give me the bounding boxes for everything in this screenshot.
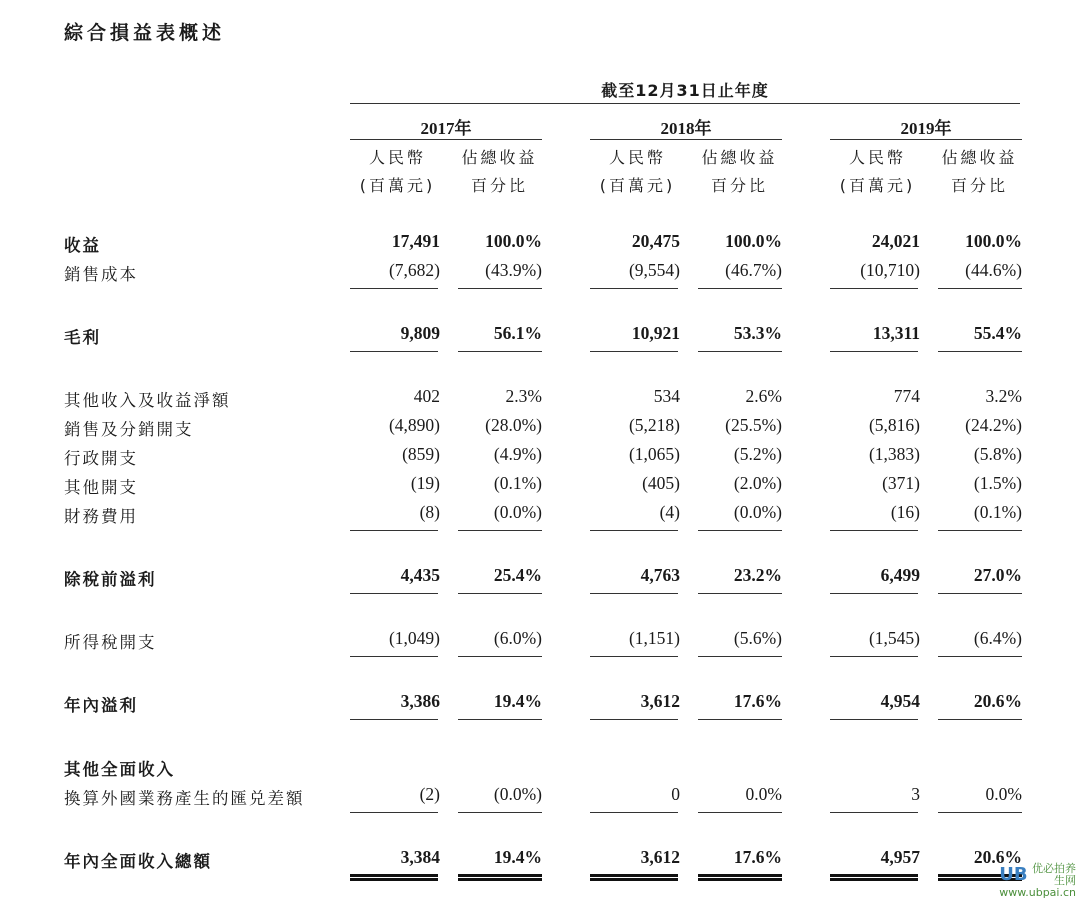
subtotal-rule <box>698 593 782 594</box>
cell-pct: 23.2% <box>733 565 782 585</box>
cell-pct: (44.6%) <box>965 260 1022 280</box>
col-header-rmb-line2: (百萬元) <box>599 176 676 195</box>
cell-pct: (0.0%) <box>493 784 542 804</box>
col-header-pct-line2: 百分比 <box>470 176 528 195</box>
period-header: 截至12月31日止年度 <box>601 81 769 100</box>
col-header-rmb <box>590 144 685 200</box>
cell-pct: 20.6% <box>973 847 1022 867</box>
subtotal-rule <box>350 351 438 352</box>
col-header-rmb-line1: 人民幣 <box>848 148 906 167</box>
cell-rmb: 0 <box>671 784 680 804</box>
col-header-pct-line2: 百分比 <box>950 176 1008 195</box>
subtotal-rule <box>458 719 542 720</box>
cell-pct: (0.0%) <box>493 502 542 522</box>
cell-pct: (0.1%) <box>493 473 542 493</box>
cell-rmb: 774 <box>893 386 920 406</box>
cell-pct: (24.2%) <box>965 415 1022 435</box>
subtotal-rule <box>590 288 678 289</box>
cell-pct: 17.6% <box>733 847 782 867</box>
col-header-pct-line2: 百分比 <box>710 176 768 195</box>
double-underline <box>590 874 678 881</box>
col-header-pct-line1: 佔總收益 <box>701 148 778 167</box>
cell-rmb: (1,065) <box>628 444 680 464</box>
row-label: 毛利 <box>64 328 101 347</box>
cell-pct: (4.9%) <box>493 444 542 464</box>
cell-pct: 100.0% <box>485 231 542 251</box>
cell-pct: 20.6% <box>973 691 1022 711</box>
subtotal-rule <box>830 656 918 657</box>
year-rule <box>350 139 542 140</box>
cell-rmb: 3 <box>911 784 920 804</box>
subtotal-rule <box>938 530 1022 531</box>
cell-pct: 100.0% <box>725 231 782 251</box>
cell-rmb: 10,921 <box>631 323 680 343</box>
subtotal-rule <box>938 719 1022 720</box>
cell-rmb: (859) <box>402 444 440 464</box>
cell-rmb: (4) <box>659 502 680 522</box>
col-header-rmb-line1: 人民幣 <box>608 148 666 167</box>
cell-pct: 2.3% <box>505 386 542 406</box>
subtotal-rule <box>938 656 1022 657</box>
cell-pct: 19.4% <box>493 847 542 867</box>
row-label: 收益 <box>64 236 101 255</box>
cell-pct: 25.4% <box>493 565 542 585</box>
col-header-pct <box>692 144 787 200</box>
subtotal-rule <box>590 656 678 657</box>
cell-pct: 27.0% <box>973 565 1022 585</box>
period-rule <box>350 103 1020 104</box>
cell-rmb: (19) <box>410 473 440 493</box>
subtotal-rule <box>590 530 678 531</box>
cell-rmb: 3,384 <box>400 847 440 867</box>
cell-rmb: 4,763 <box>640 565 680 585</box>
row-label: 其他全面收入 <box>64 760 175 779</box>
subtotal-rule <box>698 812 782 813</box>
cell-rmb: (5,816) <box>868 415 920 435</box>
subtotal-rule <box>938 812 1022 813</box>
row-label: 所得稅開支 <box>64 633 157 652</box>
row-label: 年內全面收入總額 <box>64 852 212 871</box>
cell-rmb: 13,311 <box>872 323 920 343</box>
cell-rmb: 6,499 <box>880 565 920 585</box>
subtotal-rule <box>938 288 1022 289</box>
cell-pct: 17.6% <box>733 691 782 711</box>
cell-pct: (28.0%) <box>485 415 542 435</box>
subtotal-rule <box>698 719 782 720</box>
cell-rmb: 534 <box>653 386 680 406</box>
cell-pct: (5.2%) <box>733 444 782 464</box>
cell-rmb: 3,612 <box>640 691 680 711</box>
double-underline <box>698 874 782 881</box>
cell-pct: 0.0% <box>985 784 1022 804</box>
watermark-logo: UB <box>999 864 1028 885</box>
cell-pct: 3.2% <box>985 386 1022 406</box>
cell-pct: 56.1% <box>493 323 542 343</box>
subtotal-rule <box>350 812 438 813</box>
cell-rmb: (10,710) <box>860 260 920 280</box>
cell-rmb: 4,954 <box>880 691 920 711</box>
cell-pct: 100.0% <box>965 231 1022 251</box>
subtotal-rule <box>590 719 678 720</box>
cell-pct: (6.4%) <box>973 628 1022 648</box>
row-label: 年內溢利 <box>64 696 138 715</box>
col-header-rmb <box>830 144 925 200</box>
year-header-2017: 2017年 <box>420 119 472 138</box>
row-label: 除稅前溢利 <box>64 570 157 589</box>
cell-rmb: 9,809 <box>400 323 440 343</box>
cell-pct: (5.6%) <box>733 628 782 648</box>
subtotal-rule <box>350 719 438 720</box>
subtotal-rule <box>698 288 782 289</box>
col-header-rmb-line2: (百萬元) <box>839 176 916 195</box>
col-header-pct <box>932 144 1027 200</box>
cell-rmb: (2) <box>419 784 440 804</box>
cell-rmb: (1,151) <box>628 628 680 648</box>
subtotal-rule <box>458 812 542 813</box>
cell-pct: 19.4% <box>493 691 542 711</box>
year-header-2019: 2019年 <box>900 119 952 138</box>
cell-pct: (1.5%) <box>973 473 1022 493</box>
row-label: 行政開支 <box>64 449 138 468</box>
cell-pct: 53.3% <box>733 323 782 343</box>
subtotal-rule <box>830 812 918 813</box>
subtotal-rule <box>458 351 542 352</box>
subtotal-rule <box>830 288 918 289</box>
col-header-pct-line1: 佔總收益 <box>941 148 1018 167</box>
cell-pct: (46.7%) <box>725 260 782 280</box>
subtotal-rule <box>590 593 678 594</box>
col-header-pct <box>452 144 547 200</box>
subtotal-rule <box>350 288 438 289</box>
cell-pct: (43.9%) <box>485 260 542 280</box>
year-rule <box>830 139 1022 140</box>
watermark-url: www.ubpai.cn <box>999 886 1076 899</box>
cell-pct: 2.6% <box>745 386 782 406</box>
row-label: 其他開支 <box>64 478 138 497</box>
col-header-rmb <box>350 144 445 200</box>
cell-rmb: (4,890) <box>388 415 440 435</box>
cell-rmb: (1,545) <box>868 628 920 648</box>
subtotal-rule <box>350 593 438 594</box>
cell-pct: (6.0%) <box>493 628 542 648</box>
row-label: 其他收入及收益淨額 <box>64 391 231 410</box>
cell-rmb: 24,021 <box>871 231 920 251</box>
double-underline <box>830 874 918 881</box>
subtotal-rule <box>590 812 678 813</box>
year-rule <box>590 139 782 140</box>
double-underline <box>458 874 542 881</box>
watermark-name: 优必拍养生网 <box>1032 862 1076 887</box>
subtotal-rule <box>458 530 542 531</box>
page-title: 綜合損益表概述 <box>64 22 226 44</box>
subtotal-rule <box>830 530 918 531</box>
cell-rmb: 3,612 <box>640 847 680 867</box>
subtotal-rule <box>698 530 782 531</box>
row-label: 銷售及分銷開支 <box>64 420 194 439</box>
subtotal-rule <box>350 656 438 657</box>
col-header-pct-line1: 佔總收益 <box>461 148 538 167</box>
cell-rmb: 20,475 <box>631 231 680 251</box>
watermark <box>999 863 1076 899</box>
cell-pct: 55.4% <box>973 323 1022 343</box>
cell-pct: (25.5%) <box>725 415 782 435</box>
cell-rmb: (1,049) <box>388 628 440 648</box>
cell-rmb: 402 <box>413 386 440 406</box>
cell-rmb: (16) <box>890 502 920 522</box>
cell-rmb: 17,491 <box>391 231 440 251</box>
cell-rmb: (405) <box>642 473 680 493</box>
subtotal-rule <box>458 288 542 289</box>
subtotal-rule <box>350 530 438 531</box>
cell-pct: (5.8%) <box>973 444 1022 464</box>
subtotal-rule <box>830 719 918 720</box>
cell-pct: (2.0%) <box>733 473 782 493</box>
subtotal-rule <box>698 656 782 657</box>
cell-rmb: 4,435 <box>400 565 440 585</box>
row-label: 銷售成本 <box>64 265 138 284</box>
cell-rmb: (1,383) <box>868 444 920 464</box>
col-header-rmb-line1: 人民幣 <box>368 148 426 167</box>
subtotal-rule <box>590 351 678 352</box>
cell-pct: (0.0%) <box>733 502 782 522</box>
subtotal-rule <box>830 593 918 594</box>
cell-pct: 0.0% <box>745 784 782 804</box>
double-underline <box>350 874 438 881</box>
subtotal-rule <box>458 593 542 594</box>
subtotal-rule <box>938 593 1022 594</box>
cell-rmb: (7,682) <box>388 260 440 280</box>
row-label: 換算外國業務產生的匯兑差額 <box>64 789 305 808</box>
cell-rmb: 3,386 <box>400 691 440 711</box>
cell-pct: (0.1%) <box>973 502 1022 522</box>
subtotal-rule <box>938 351 1022 352</box>
col-header-rmb-line2: (百萬元) <box>359 176 436 195</box>
subtotal-rule <box>830 351 918 352</box>
subtotal-rule <box>698 351 782 352</box>
year-header-2018: 2018年 <box>660 119 712 138</box>
cell-rmb: (9,554) <box>628 260 680 280</box>
cell-rmb: (5,218) <box>628 415 680 435</box>
cell-rmb: (371) <box>882 473 920 493</box>
cell-rmb: (8) <box>419 502 440 522</box>
row-label: 財務費用 <box>64 507 138 526</box>
subtotal-rule <box>458 656 542 657</box>
cell-rmb: 4,957 <box>880 847 920 867</box>
